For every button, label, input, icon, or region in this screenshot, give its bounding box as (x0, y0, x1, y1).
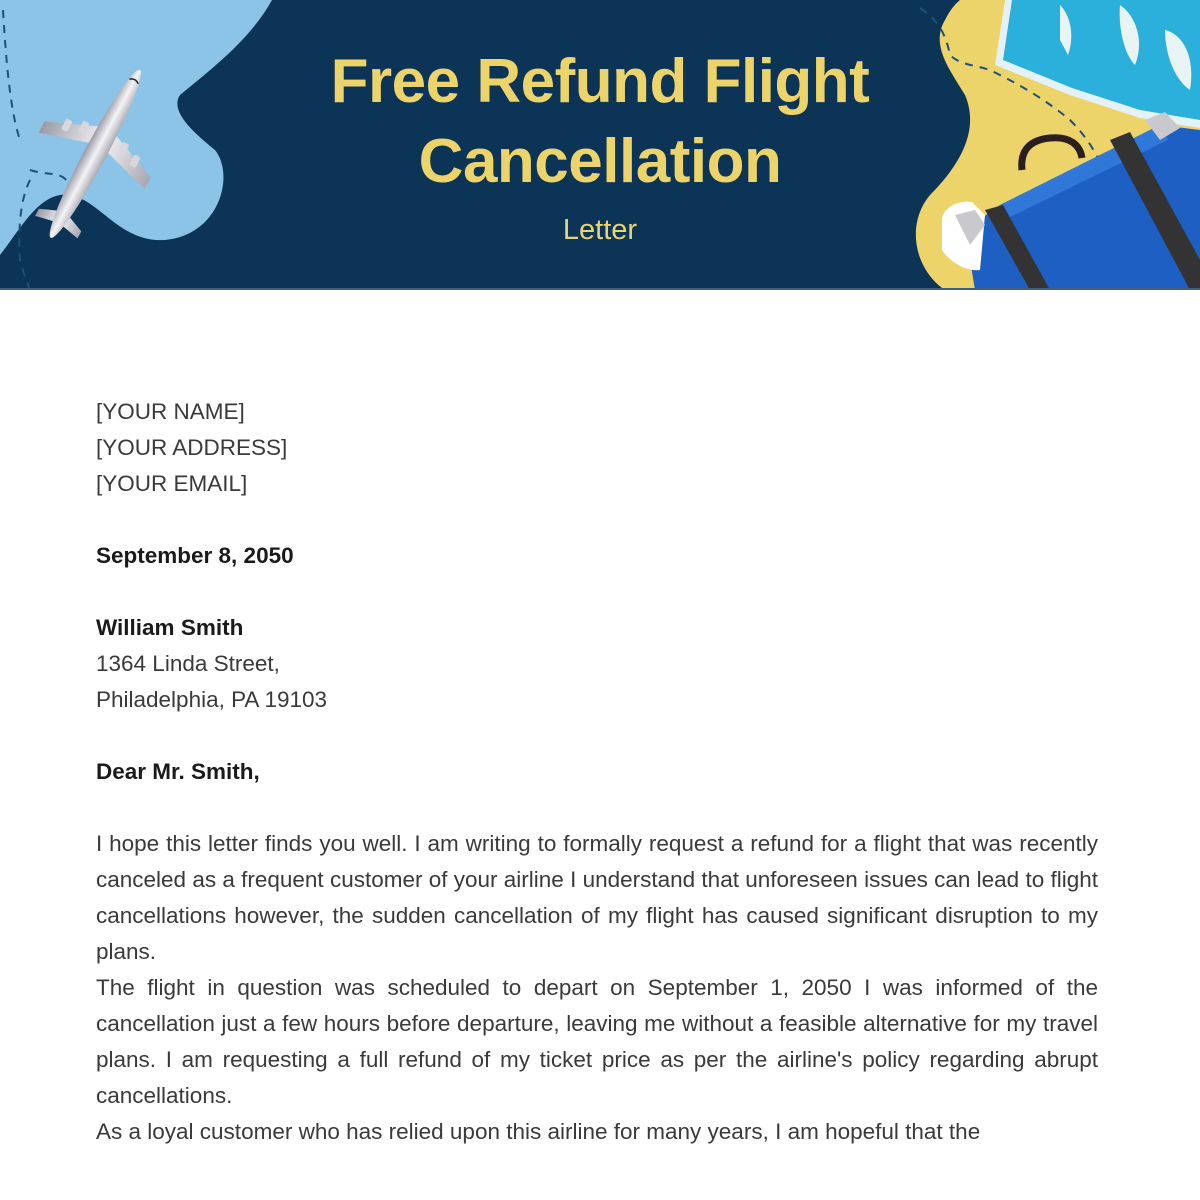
date-block (96, 538, 1098, 574)
recipient-name: William Smith (96, 615, 244, 640)
recipient-block (96, 610, 1098, 718)
header-banner (0, 0, 1200, 290)
salutation: Dear Mr. Smith, (96, 759, 260, 784)
body-paragraph-1: I hope this letter finds you well. I am writing to formally request a refund for a flight that was recently canceled as a frequent customer of your airline I understand that unforeseen issues can lead to flight cancellations however, the sudden cancellation of my flight has caused significant disruption to my plans. (96, 831, 1098, 964)
sender-email: [YOUR EMAIL] (96, 471, 248, 496)
recipient-street: 1364 Linda Street, (96, 651, 280, 676)
salutation-block (96, 754, 1098, 790)
body-paragraph-3-partial: As a loyal customer who has relied upon this airline for many years, I am hopeful that the (96, 1119, 981, 1144)
document-subtitle: Letter (562, 214, 638, 246)
sender-block (96, 394, 1098, 502)
title-line-2: Cancellation (418, 127, 782, 196)
letter-body (96, 394, 1098, 1150)
recipient-city: Philadelphia, PA 19103 (96, 687, 328, 712)
document-title (0, 42, 1200, 202)
sender-name: [YOUR NAME] (96, 399, 245, 424)
body-paragraph-2: The flight in question was scheduled to depart on September 1, 2050 I was informed of the cancellation just a few hours before departure, leaving me without a feasible alternative for my travel plans. I am requesting a full refund of my ticket price as per the airline's policy regarding abrupt cancellations. (96, 975, 1098, 1108)
title-line-1: Free Refund Flight (330, 47, 870, 116)
banner-divider (0, 288, 1200, 290)
sender-address: [YOUR ADDRESS] (96, 435, 288, 460)
letter-date: September 8, 2050 (96, 543, 294, 568)
